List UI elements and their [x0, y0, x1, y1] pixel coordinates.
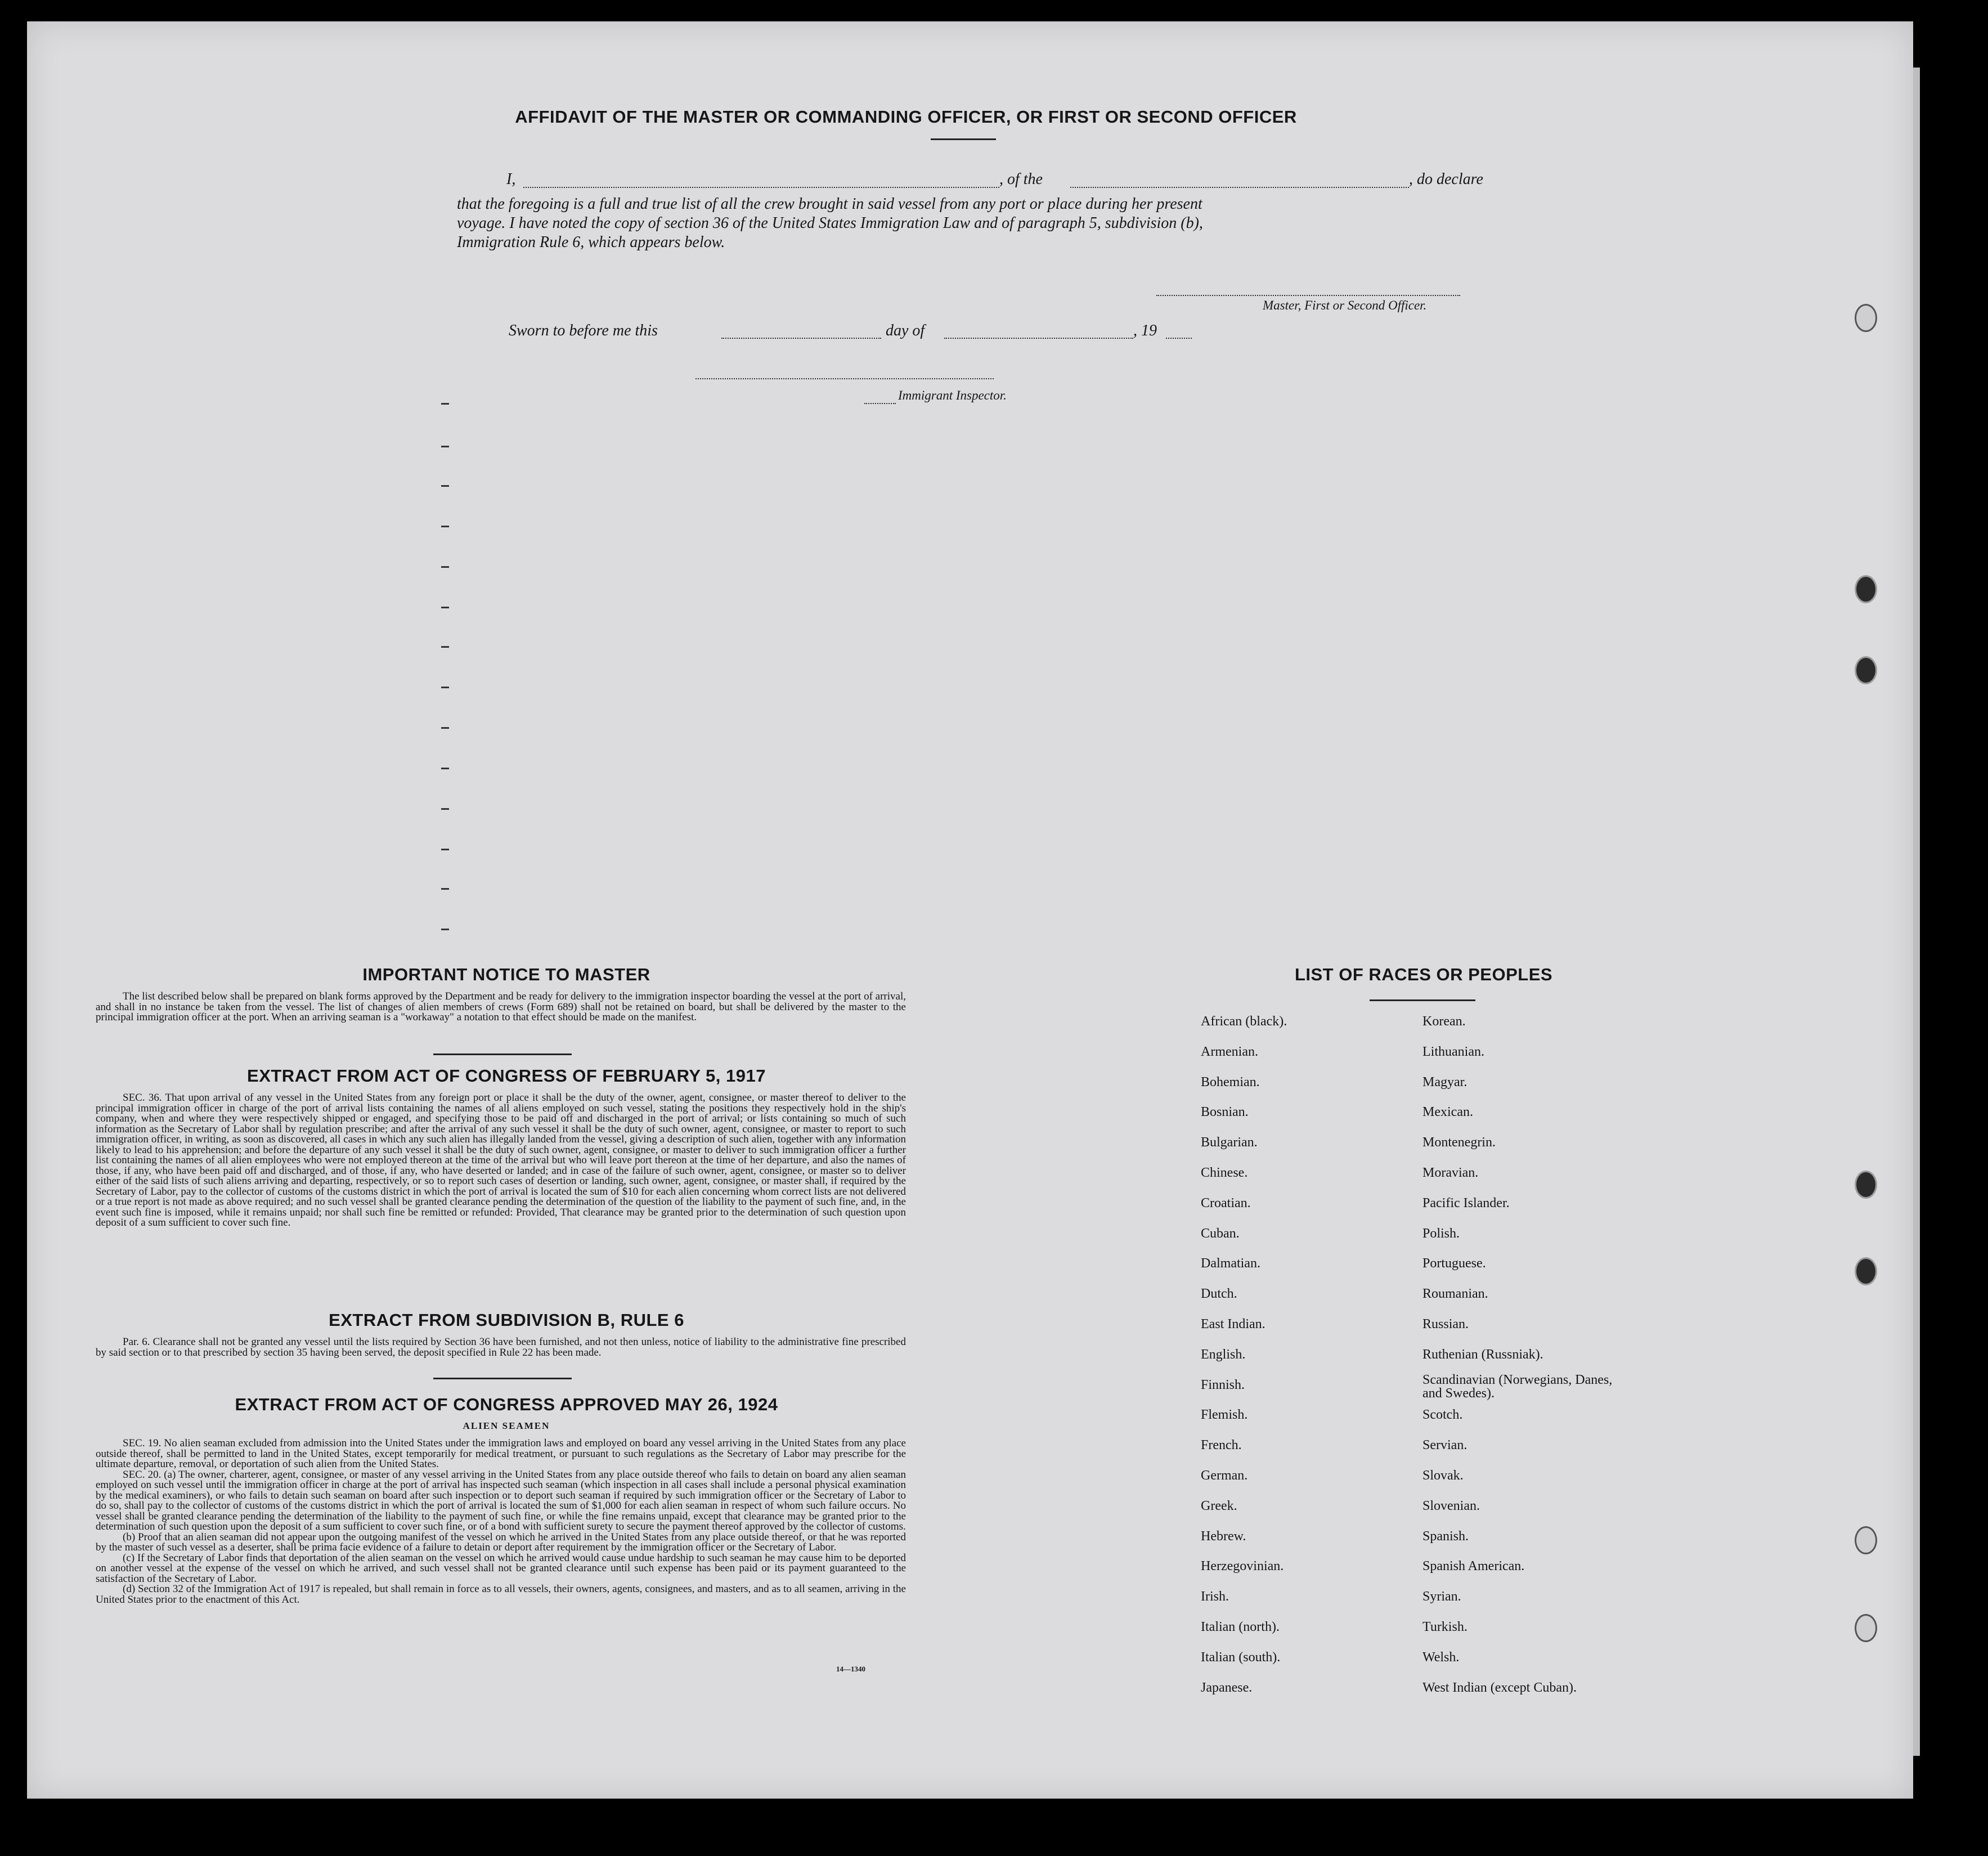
race-item: Montenegrin. [1422, 1135, 1496, 1150]
race-item: Portuguese. [1422, 1256, 1486, 1271]
extract-rule6-title: EXTRACT FROM SUBDIVISION B, RULE 6 [329, 1310, 684, 1330]
affidavit-body-line: Immigration Rule 6, which appears below. [457, 234, 725, 251]
races-title: LIST OF RACES OR PEOPLES [1294, 965, 1553, 984]
race-item: Croatian. [1201, 1195, 1251, 1211]
notice-paragraph: The list described below shall be prepared on blank forms approved by the Department and be ready for delivery to the immigration inspector boarding the vessel at the port of arrival, and shall in no instance be taken from the vessel. The list of changes of alien members of crews (Form 689) shall not be retained on board, but shall be delivered by the master to the principal immigration officer at the port. When an arriving seaman is a "workaway" a notation to that effect should be made on the manifest. [96, 990, 906, 1023]
name-field-line [523, 187, 999, 188]
race-item: Ruthenian (Russniak). [1422, 1347, 1543, 1362]
race-item: Roumanian. [1422, 1286, 1488, 1302]
binder-hole [1855, 1614, 1877, 1642]
master-signature-line [1156, 295, 1460, 296]
race-item: African (black). [1201, 1014, 1287, 1029]
race-item: East Indian. [1201, 1317, 1266, 1332]
race-item: Hebrew. [1201, 1528, 1246, 1544]
binder-hole [1855, 1526, 1877, 1554]
race-item: Korean. [1422, 1014, 1466, 1029]
race-item: Greek. [1201, 1498, 1237, 1513]
race-item: Dalmatian. [1201, 1256, 1260, 1271]
race-item: Polish. [1422, 1226, 1460, 1241]
race-item: Slovak. [1422, 1468, 1464, 1483]
race-item: Syrian. [1422, 1589, 1461, 1604]
sworn-month-line [944, 338, 1133, 339]
race-item: Magyar. [1422, 1074, 1468, 1090]
race-item: Italian (north). [1201, 1620, 1280, 1634]
race-item: Chinese. [1201, 1165, 1248, 1180]
race-item: Italian (south). [1201, 1649, 1281, 1665]
sworn-prefix: Sworn to before me this [509, 322, 658, 339]
race-item: Mexican. [1422, 1105, 1473, 1120]
race-item: Japanese. [1201, 1680, 1253, 1695]
binder-hole [1855, 575, 1877, 603]
section-rule [433, 1053, 572, 1055]
affidavit-title: AFFIDAVIT OF THE MASTER OR COMMANDING OFFICER, OR FIRST OR SECOND OFFICER [515, 107, 1297, 127]
extract-1924-sec20a: SEC. 20. (a) The owner, charterer, agent, consignee, or master of any vessel arriving in the United States from any place outside thereof who fails to detain on board any alien seaman employed on such vessel until the immigration officer in charge at the port of arrival has inspected such seaman (which inspection in all cases shall include a personal physical examination by the medical examiners), or who fails to detain such seaman on board after such inspection or to deport such seaman if required by such immigration officer or the Secretary of Labor to do so, shall pay to the collector of customs of the customs district in which the port of arrival is located the sum of $1,000 for each alien seaman in respect of whom such failure occurs. No vessel shall be granted clearance pending the determination of the liability to the payment of such fine, or while the fine remains unpaid, except that clearance may be granted prior to the determination of such question upon the deposit of a sum sufficient to cover such fine, or of a bond with sufficient surety to secure the payment thereof approved by the collector of customs. [96, 1468, 906, 1532]
race-item: French. [1201, 1438, 1242, 1453]
race-item: Slovenian. [1422, 1498, 1480, 1513]
extract-1924-sec20b: (b) Proof that an alien seaman did not appear upon the outgoing manifest of the vessel on which he arrived in the United States from any place outside thereof, or that he was reported by the master of such vessel as a deserter, shall be prima facie evidence of a failure to detain or deport after requirement by the immigration officer or the Secretary of Labor. [96, 1531, 906, 1553]
race-item: Bosnian. [1201, 1105, 1249, 1120]
affidavit-body-line: voyage. I have noted the copy of section 36 of the United States Immigration Law and of paragraph 5, subdivision (b), [457, 214, 1203, 232]
extract-1924-sec19: SEC. 19. No alien seaman excluded from admission into the United States under the immigration laws and employed on board any vessel arriving in the United States from any place outside thereof, shall be permitted to land in the United States, except temporarily for medical treatment, or pursuant to such regulations as the Secretary of Labor may prescribe for the ultimate departure, removal, or deportation of such alien from the United States. [96, 1437, 906, 1470]
race-item: Russian. [1422, 1317, 1469, 1332]
affidavit-i: I, [506, 171, 516, 188]
race-item: Spanish. [1422, 1528, 1469, 1544]
affidavit-of-the: , of the [999, 171, 1043, 188]
race-item: German. [1201, 1468, 1248, 1483]
race-item: Scandinavian (Norwegians, Danes, and Swedes). [1422, 1372, 1613, 1401]
vessel-field-line [1070, 187, 1409, 188]
race-item: Flemish. [1201, 1407, 1248, 1423]
title-rule [931, 138, 996, 140]
extract-1924-subtitle: ALIEN SEAMEN [463, 1420, 550, 1431]
extract-1924-sec20c: (c) If the Secretary of Labor finds that deportation of the alien seaman on the vessel on which he arrived would cause undue hardship to such seaman he may cause him to be deported on another vessel at the expense of the vessel on which he arrived, and such vessel shall not be granted clearance until such expense has been paid or its payment guaranteed to the satisfaction of the Secretary of Labor. [96, 1552, 906, 1585]
extract-1924-title: EXTRACT FROM ACT OF CONGRESS APPROVED MAY 26, 1924 [235, 1395, 778, 1414]
race-item: Spanish American. [1422, 1559, 1525, 1574]
binder-hole [1855, 656, 1877, 684]
race-item: Armenian. [1201, 1044, 1258, 1059]
binder-hole [1855, 1171, 1877, 1199]
race-item: Cuban. [1201, 1226, 1240, 1241]
sheet-edge [1913, 68, 1920, 1756]
extract-rule6-body [96, 1337, 906, 1358]
extract-1917-title: EXTRACT FROM ACT OF CONGRESS OF FEBRUARY 5, 1917 [247, 1066, 766, 1086]
affidavit-do-declare: , do declare [1409, 171, 1483, 188]
inspector-lead-line [864, 403, 896, 404]
race-item: Pacific Islander. [1422, 1195, 1510, 1211]
notice-body [96, 992, 906, 1023]
race-item: Finnish. [1201, 1377, 1245, 1392]
race-item: Welsh. [1422, 1649, 1460, 1665]
race-item: Dutch. [1201, 1286, 1237, 1302]
affidavit-body-line: that the foregoing is a full and true list of all the crew brought in said vessel from any port or place during her present [457, 195, 1202, 213]
race-item: Irish. [1201, 1589, 1229, 1604]
inspector-caption: Immigrant Inspector. [898, 388, 1007, 402]
affidavit-body [457, 195, 1509, 252]
race-item: Bohemian. [1201, 1074, 1260, 1090]
binder-hole [1855, 304, 1877, 332]
race-item: West Indian (except Cuban). [1422, 1680, 1577, 1695]
extract-rule6-paragraph: Par. 6. Clearance shall not be granted any vessel until the lists required by Section 36 have been furnished, and not then unless, notice of liability to the administrative fine prescribed by said section or to that prescribed by section 35 having been served, the deposit specified in Rule 22 has been made. [96, 1336, 906, 1359]
binder-hole [1855, 1257, 1877, 1285]
race-item: Bulgarian. [1201, 1135, 1258, 1150]
master-signature-caption: Master, First or Second Officer. [1263, 298, 1427, 312]
inspector-signature-line [695, 378, 994, 379]
notice-title: IMPORTANT NOTICE TO MASTER [362, 965, 650, 984]
race-item: Scotch. [1422, 1407, 1463, 1423]
sworn-year-line [1166, 338, 1192, 339]
race-item: Herzegovinian. [1201, 1559, 1284, 1574]
sworn-year: , 19 [1133, 322, 1157, 339]
extract-1924-sec20d: (d) Section 32 of the Immigration Act of 1917 is repealed, but shall remain in force as to all vessels, their owners, agents, consignees, and masters, and as to all seamen, arriving in the United States prior to the enactment of this Act. [96, 1583, 906, 1606]
race-item: Servian. [1422, 1438, 1468, 1453]
race-item: Turkish. [1422, 1620, 1468, 1634]
form-number: 14—1340 [836, 1665, 865, 1673]
section-rule [433, 1378, 572, 1379]
race-item: Moravian. [1422, 1165, 1479, 1180]
race-item: Lithuanian. [1422, 1044, 1484, 1059]
sworn-day-line [721, 338, 881, 339]
extract-1917-body [96, 1093, 906, 1229]
sworn-day-of: day of [886, 322, 925, 339]
race-item: English. [1201, 1347, 1246, 1362]
races-title-rule [1370, 999, 1475, 1001]
extract-1917-paragraph: SEC. 36. That upon arrival of any vessel in the United States from any foreign port or place it shall be the duty of the owner, agent, consignee, or master thereof to deliver to the principal immigration officer in charge of the port of arrival lists containing the names of all aliens employed on such vessel, stating the positions they respectively hold in the ship's company, when and where they were respectively shipped or engaged, and specifying those to be paid off and discharged in the port of arrival; or lists containing so much of such information as the Secretary of Labor shall by regulation prescribe; and after the arrival of any such vessel it shall be the duty of such owner, agent, consignee, or master to report to such immigration officer, in writing, as soon as discovered, all cases in which any such alien has illegally landed from the vessel, giving a description of such alien, together with any information likely to lead to his apprehension; and before the departure of any such vessel it shall be the duty of such owner, agent, consignee, or master to deliver to such immigration officer a further list containing the names of all alien employees who were not employed thereon at the time of the arrival but who will leave port thereon at the time of her departure, and also the names of those, if any, who have been paid off and discharged, and of those, if any, who have deserted or landed; and in case of the failure of such owner, agent, consignee, or master so to deliver either of the said lists of such aliens arriving and departing, respectively, or so to report such cases of desertion or landing, such owner, agent, consignee, or master shall, if required by the Secretary of Labor, pay to the collector of customs of the customs district in which the port of arrival is located the sum of $10 for each alien concerning whom correct lists are not delivered or a true report is not made as above required; and no such vessel shall be granted clearance pending the determination of the question of the liability to the payment of such fine, and, in the event such fine is imposed, while it remains unpaid; nor shall such fine be remitted or refunded: Provided, That clearance may be granted prior to the determination of such question upon deposit of a sum sufficient to cover such fine. [96, 1092, 906, 1229]
extract-1924-body [96, 1438, 906, 1605]
